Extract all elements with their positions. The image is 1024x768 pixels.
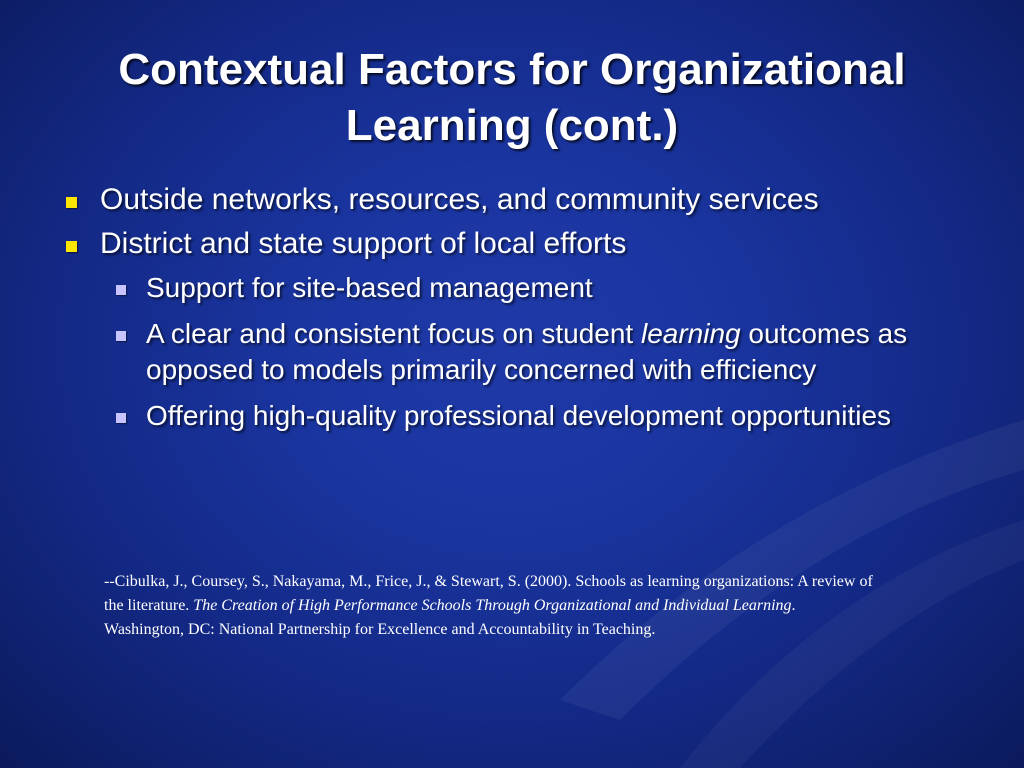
square-sub-bullet-icon [116,285,126,295]
citation-publisher: . Washington, DC: National Partnership for Excellence and Accountability in Teaching. [104,597,796,638]
sub-bullet-text-after: outcomes as opposed to models primarily concerned with efficiency [146,318,908,385]
citation-book-title: The Creation of High Performance Schools Through Organizational and Individual Learning [193,597,792,614]
title-line-2: Learning (cont.) [345,101,679,150]
square-bullet-icon [66,241,77,252]
sub-bullet-item [60,270,960,306]
sub-bullet-text: Offering high-quality professional development opportunities [146,400,892,431]
sub-bullet-text: Support for site-based management [146,272,593,303]
bullet-text: Outside networks, resources, and community services [100,183,819,216]
bullet-item [60,226,960,262]
square-sub-bullet-icon [116,413,126,423]
bullet-item [60,182,960,218]
citation-text: --Cibulka, J., Coursey, S., Nakayama, M., Frice, J., & Stewart, S. (2000). Schools as learning organizations: A review of the literature. [104,573,873,614]
title-line-1: Contextual Factors for Organizational [118,45,906,94]
sub-bullet-italic-word: learning [640,318,741,349]
sub-bullet-item [60,398,960,434]
bullet-list [60,182,960,444]
square-sub-bullet-icon [116,331,126,341]
bullet-text: District and state support of local efforts [100,227,627,260]
square-bullet-icon [66,197,77,208]
citation-reference [104,570,874,642]
sub-bullet-item [60,316,960,388]
slide-title [60,42,964,154]
sub-bullet-text-before: A clear and consistent focus on student [146,318,641,349]
